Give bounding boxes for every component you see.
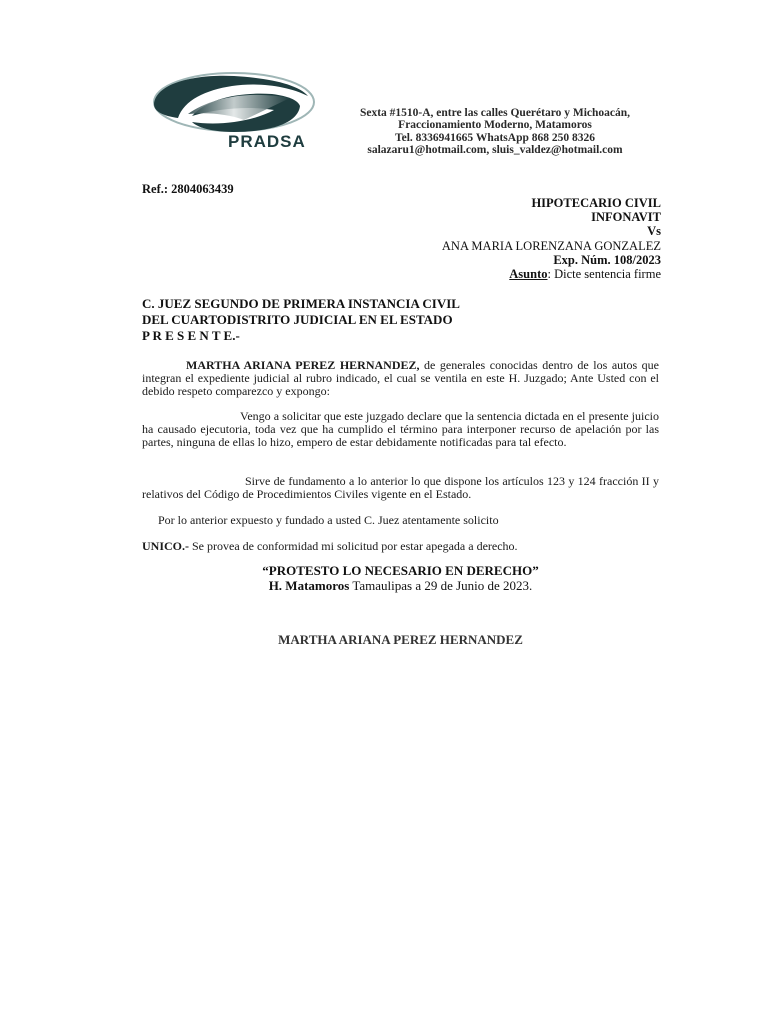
logo-text: PRADSA [228,132,306,151]
case-header [442,196,661,281]
closing-block [142,563,659,593]
intro-text: de generales conocidas dentro de los autos que integran el expediente judicial al rubro indicado, el cual se ventila en este H. Juzgado; Ante Usted con el debido respeto comparezco y expongo: [142,358,660,398]
date-text: Tamaulipas a 29 de Junio de 2023. [349,578,533,593]
legal-basis-paragraph: Sirve de fundamento a lo anterior lo que dispone los artículos 123 y 124 fracción II y relativos del Código de Procedimientos Civiles vigente en el Estado. [142,474,659,501]
address-line: Tel. 8336941665 WhatsApp 868 250 8326 [394,131,595,144]
protesto-line: “PROTESTO LO NECESARIO EN DERECHO” [262,563,539,578]
place-name: H. Matamoros [268,578,350,593]
case-type: HIPOTECARIO CIVIL [531,196,661,210]
letterhead-address [336,107,654,157]
addressee-block [142,296,460,343]
address-line: Sexta #1510-A, entre las calles Querétaro y Michoacán, [359,107,631,119]
defendant: ANA MARIA LORENZANA GONZALEZ [441,238,661,253]
petitioner-name: MARTHA ARIANA PEREZ HERNANDEZ, [186,358,420,372]
signature-name: MARTHA ARIANA PEREZ HERNANDEZ [278,632,523,647]
unico-paragraph [142,540,659,553]
versus: Vs [647,224,661,239]
place-date-line [142,578,659,593]
addressee-line: DEL CUARTODISTRITO JUDICIAL EN EL ESTADO [142,311,453,327]
plaintiff: INFONAVIT [591,210,661,225]
reference-number: Ref.: 2804063439 [142,182,234,196]
request-statement: Por lo anterior expuesto y fundado a usted C. Juez atentamente solicito [158,513,499,527]
subject-label: Asunto [509,267,548,282]
pradsa-logo [148,70,320,156]
case-number: Exp. Núm. 108/2023 [553,252,661,267]
intro-paragraph [142,359,659,398]
subject-line [442,267,661,281]
address-line: Fraccionamiento Moderno, Matamoros [398,119,592,132]
address-line: salazaru1@hotmail.com, sluis_valdez@hotmail.com [367,144,623,157]
unico-text: Se provea de conformidad mi solicitud por estar apegada a derecho. [189,539,518,553]
unico-label: UNICO.- [142,539,189,553]
request-paragraph: Vengo a solicitar que este juzgado declare que la sentencia dictada en el presente juicio ha causado ejecutoria, toda vez que ha cumplido el término para interponer recurso de apelación por las partes, ninguna de ellas lo hizo, empero de estar debidamente notificadas para tal efecto. [142,409,659,449]
addressee-line: P R E S E N T E.- [142,327,240,343]
addressee-line: C. JUEZ SEGUNDO DE PRIMERA INSTANCIA CIVIL [142,296,460,311]
subject-text: : Dicte sentencia firme [547,267,661,282]
